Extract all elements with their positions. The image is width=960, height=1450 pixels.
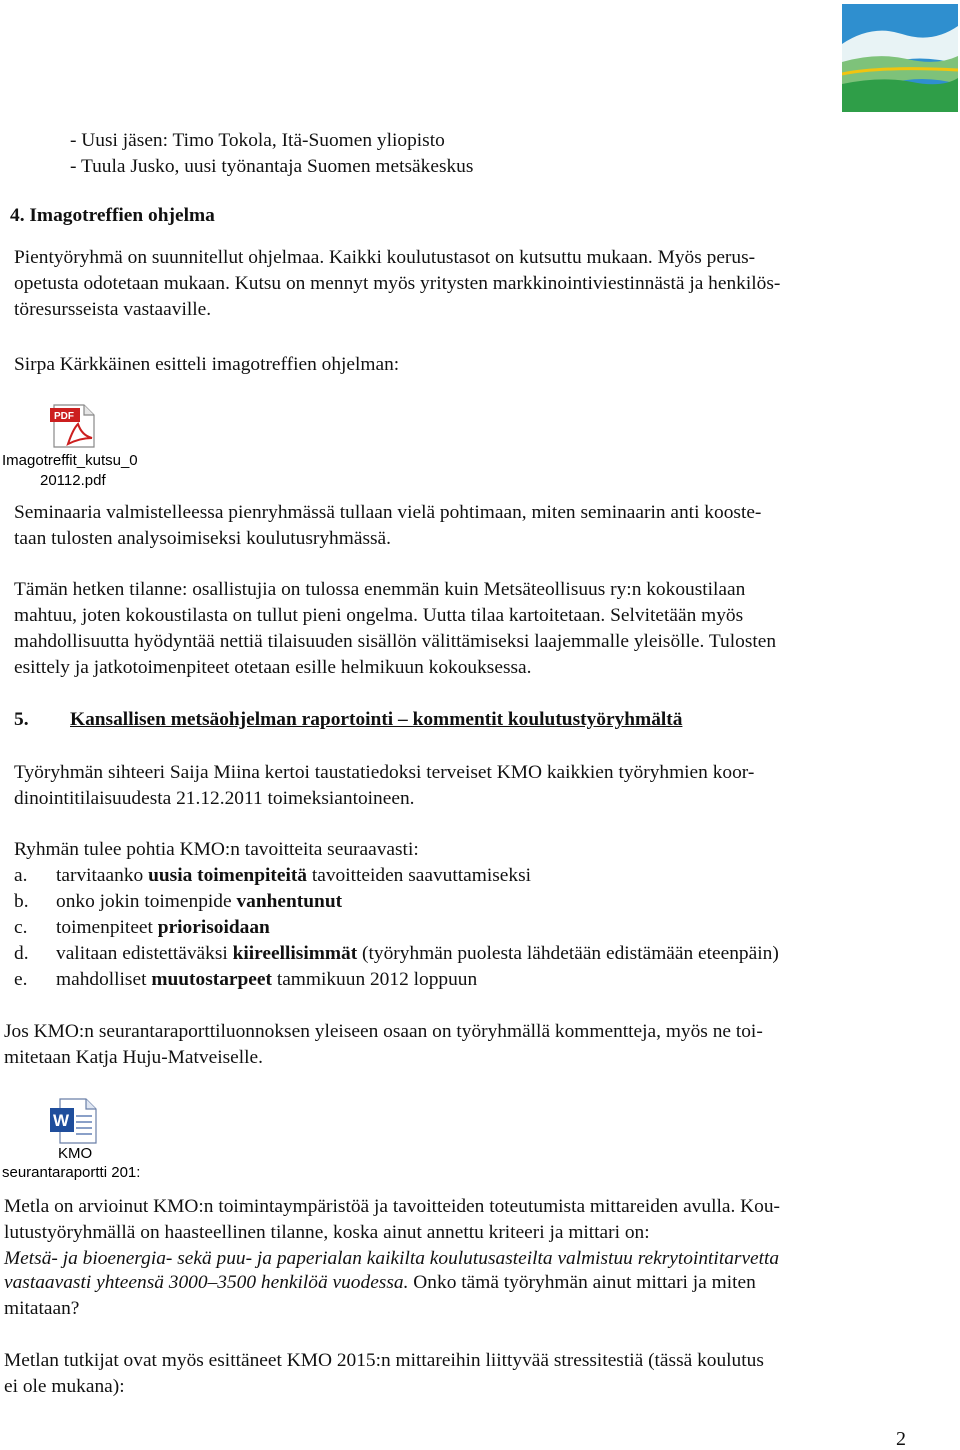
paragraph-line: Pientyöryhmä on suunnitellut ohjelmaa. Kaikki koulutustasot on kutsuttu mukaan. Myös perus- bbox=[14, 247, 756, 268]
list-item bbox=[14, 863, 531, 889]
list-text: valitaan edistettäväksi bbox=[56, 943, 233, 964]
paragraph-line: opetusta odotetaan mukaan. Kutsu on mennyt myös yritysten markkinointiviestinnästä ja henkilös- bbox=[14, 273, 781, 294]
section-number: 5. bbox=[14, 709, 29, 730]
member-item: - Tuula Jusko, uusi työnantaja Suomen metsäkeskus bbox=[70, 156, 474, 177]
paragraph-line: esittely ja jatkotoimenpiteet otetaan esille helmikuun kokouksessa. bbox=[14, 657, 532, 678]
paragraph-line: Metlan tutkijat ovat myös esittäneet KMO 2015:n mittareihin liittyvää stressitestiä (tässä koulutus bbox=[4, 1350, 764, 1371]
page-number: 2 bbox=[896, 1428, 906, 1450]
paragraph-line: Tämän hetken tilanne: osallistujia on tulossa enemmän kuin Metsäteollisuus ry:n kokoustilaan bbox=[14, 579, 746, 600]
attachment-filename[interactable]: seurantaraportti 201: bbox=[2, 1164, 141, 1181]
list-text: toimenpiteet bbox=[56, 917, 158, 938]
paragraph-line: lutustyöryhmällä on haasteellinen tilanne, koska ainut annettu kriteeri ja mittari on: bbox=[4, 1222, 650, 1243]
member-item: - Uusi jäsen: Timo Tokola, Itä-Suomen yliopisto bbox=[70, 130, 445, 151]
paragraph-text: Onko tämä työryhmän ainut mittari ja miten bbox=[408, 1272, 756, 1293]
list-text: tarvitaanko bbox=[56, 865, 149, 886]
svg-text:PDF: PDF bbox=[54, 411, 74, 422]
list-text: tammikuun 2012 loppuun bbox=[271, 969, 478, 990]
attachment-filename[interactable]: Imagotreffit_kutsu_0 bbox=[2, 452, 138, 469]
list-text: (työryhmän puolesta lähdetään edistämään eteenpäin) bbox=[357, 943, 779, 964]
list-item bbox=[14, 915, 270, 941]
paragraph-line: dinointitilaisuudesta 21.12.2011 toimeksiantoineen. bbox=[14, 788, 415, 809]
list-item bbox=[14, 967, 478, 993]
paragraph-line: Sirpa Kärkkäinen esitteli imagotreffien ohjelman: bbox=[14, 354, 400, 375]
list-text: mahdolliset bbox=[56, 969, 152, 990]
word-document-icon[interactable] bbox=[50, 1098, 98, 1150]
list-item bbox=[14, 941, 779, 967]
paragraph-line: töresursseista vastaaville. bbox=[14, 299, 212, 320]
paragraph-line: mahdollisuutta hyödyntää nettiä tilaisuuden sisällön välittämiseksi laajemmalle yleisölle. Tulosten bbox=[14, 631, 777, 652]
section-heading: Kansallisen metsäohjelman raportointi – kommentit koulutustyöryhmältä bbox=[70, 709, 683, 730]
list-marker: e. bbox=[14, 969, 28, 990]
paragraph-line: Seminaaria valmistelleessa pienryhmässä tullaan vielä pohtimaan, miten seminaarin anti kooste- bbox=[14, 502, 762, 523]
list-bold-text: priorisoidaan bbox=[157, 917, 270, 938]
list-bold-text: uusia toimenpiteitä bbox=[148, 865, 307, 886]
italic-criterion-text: vastaavasti yhteensä 3000–3500 henkilöä vuodessa. bbox=[4, 1272, 409, 1293]
list-text: tavoitteiden saavuttamiseksi bbox=[306, 865, 531, 886]
list-bold-text: kiireellisimmät bbox=[232, 943, 358, 964]
paragraph-line: taan tulosten analysoimiseksi koulutusryhmässä. bbox=[14, 528, 391, 549]
list-bold-text: muutostarpeet bbox=[151, 969, 272, 990]
organization-logo bbox=[842, 4, 958, 112]
paragraph-line: mahtuu, joten kokoustilasta on tullut pieni ongelma. Uutta tilaa kartoitetaan. Selvitetään myös bbox=[14, 605, 744, 626]
list-marker: a. bbox=[14, 865, 28, 886]
attachment-filename[interactable]: KMO bbox=[58, 1145, 93, 1162]
paragraph-line: mitataan? bbox=[4, 1298, 80, 1319]
paragraph-line: mitetaan Katja Huju-Matveiselle. bbox=[4, 1047, 263, 1068]
svg-text:W: W bbox=[53, 1111, 70, 1130]
paragraph-line: Metla on arvioinut KMO:n toimintaympäristöä ja tavoitteiden toteutumista mittareiden avulla. Kou- bbox=[4, 1196, 780, 1217]
paragraph-line bbox=[4, 1270, 756, 1296]
list-marker: b. bbox=[14, 891, 29, 912]
paragraph-line: Jos KMO:n seurantaraporttiluonnoksen yleiseen osaan on työryhmällä kommentteja, myös ne toi- bbox=[4, 1021, 763, 1042]
list-text: onko jokin toimenpide bbox=[56, 891, 237, 912]
italic-criterion-line: Metsä- ja bioenergia- sekä puu- ja paperialan kaikilta koulutusasteilta valmistuu rekrytointitarvetta bbox=[4, 1248, 780, 1269]
pdf-file-icon[interactable] bbox=[50, 404, 96, 454]
paragraph-line: ei ole mukana): bbox=[4, 1376, 125, 1397]
list-bold-text: vanhentunut bbox=[236, 891, 343, 912]
list-marker: c. bbox=[14, 917, 28, 938]
paragraph-line: Työryhmän sihteeri Saija Miina kertoi taustatiedoksi terveiset KMO kaikkien työryhmien koor- bbox=[14, 762, 755, 783]
list-marker: d. bbox=[14, 943, 29, 964]
attachment-filename[interactable]: 20112.pdf bbox=[40, 472, 106, 489]
list-item bbox=[14, 889, 343, 915]
section-heading: 4. Imagotreffien ohjelma bbox=[10, 205, 215, 226]
paragraph-line: Ryhmän tulee pohtia KMO:n tavoitteita seuraavasti: bbox=[14, 839, 419, 860]
